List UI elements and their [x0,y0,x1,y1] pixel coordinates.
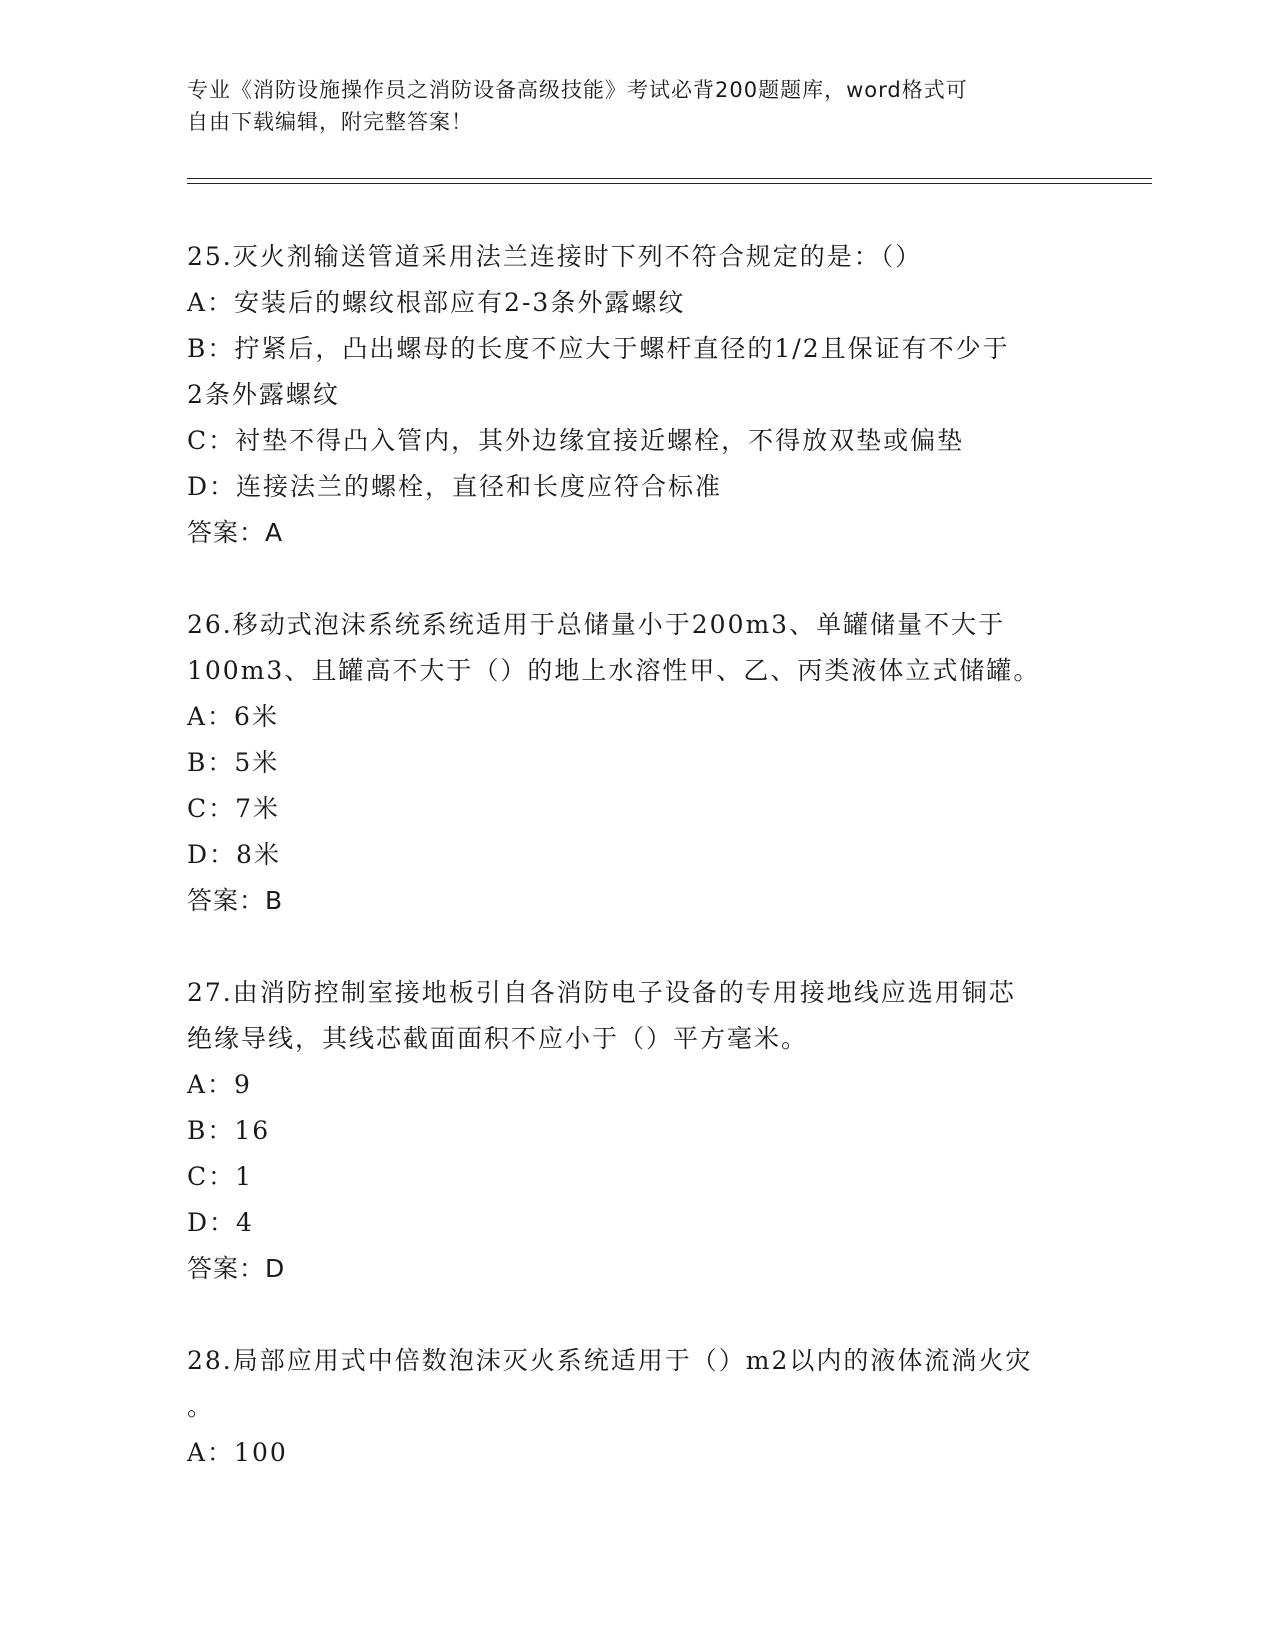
question-28 [187,1338,1087,1476]
option-b-continued: 2条外露螺纹 [187,380,340,409]
header-divider-bottom [187,183,1152,184]
option-b: B：5米 [187,748,280,777]
option-b: B：拧紧后，凸出螺母的长度不应大于螺杆直径的1/2且保证有不少于 [187,334,1010,363]
question-stem: 28.局部应用式中倍数泡沫灭火系统适用于（）m2以内的液体流淌火灾 [187,1346,1033,1375]
answer: 答案：A [187,518,284,547]
option-d: D：8米 [187,840,281,869]
question-27 [187,970,1087,1292]
question-stem-continued: 。 [187,1392,215,1421]
option-c: C：1 [187,1162,254,1191]
answer: 答案：B [187,886,284,915]
question-stem: 26.移动式泡沫系统系统适用于总储量小于200m3、单罐储量不大于 [187,610,1006,639]
header-line-1: 专业《消防设施操作员之消防设备高级技能》考试必背200题题库，word格式可 [187,78,968,102]
option-b: B：16 [187,1116,271,1145]
option-a: A：100 [187,1438,288,1467]
question-stem-continued: 绝缘导线，其线芯截面面积不应小于（）平方毫米。 [187,1024,809,1053]
question-stem: 27.由消防控制室接地板引自各消防电子设备的专用接地线应选用铜芯 [187,978,1016,1007]
document-header [187,74,1067,138]
option-a: A：9 [187,1070,252,1099]
option-c: C：7米 [187,794,281,823]
option-d: D：连接法兰的螺栓，直径和长度应符合标准 [187,472,723,501]
header-line-2: 自由下载编辑，附完整答案！ [187,110,473,134]
option-c: C：衬垫不得凸入管内，其外边缘宜接近螺栓，不得放双垫或偏垫 [187,426,965,455]
question-stem: 25.灭火剂输送管道采用法兰连接时下列不符合规定的是：（） [187,242,923,271]
option-a: A：6米 [187,702,279,731]
question-stem-continued: 100m3、且罐高不大于（）的地上水溶性甲、乙、丙类液体立式储罐。 [187,656,1041,685]
answer: 答案：D [187,1254,286,1283]
option-d: D：4 [187,1208,254,1237]
question-25 [187,234,1087,556]
header-divider-top [187,178,1152,179]
question-26 [187,602,1087,924]
question-list [187,234,1087,1476]
option-a: A：安装后的螺纹根部应有2-3条外露螺纹 [187,288,686,317]
